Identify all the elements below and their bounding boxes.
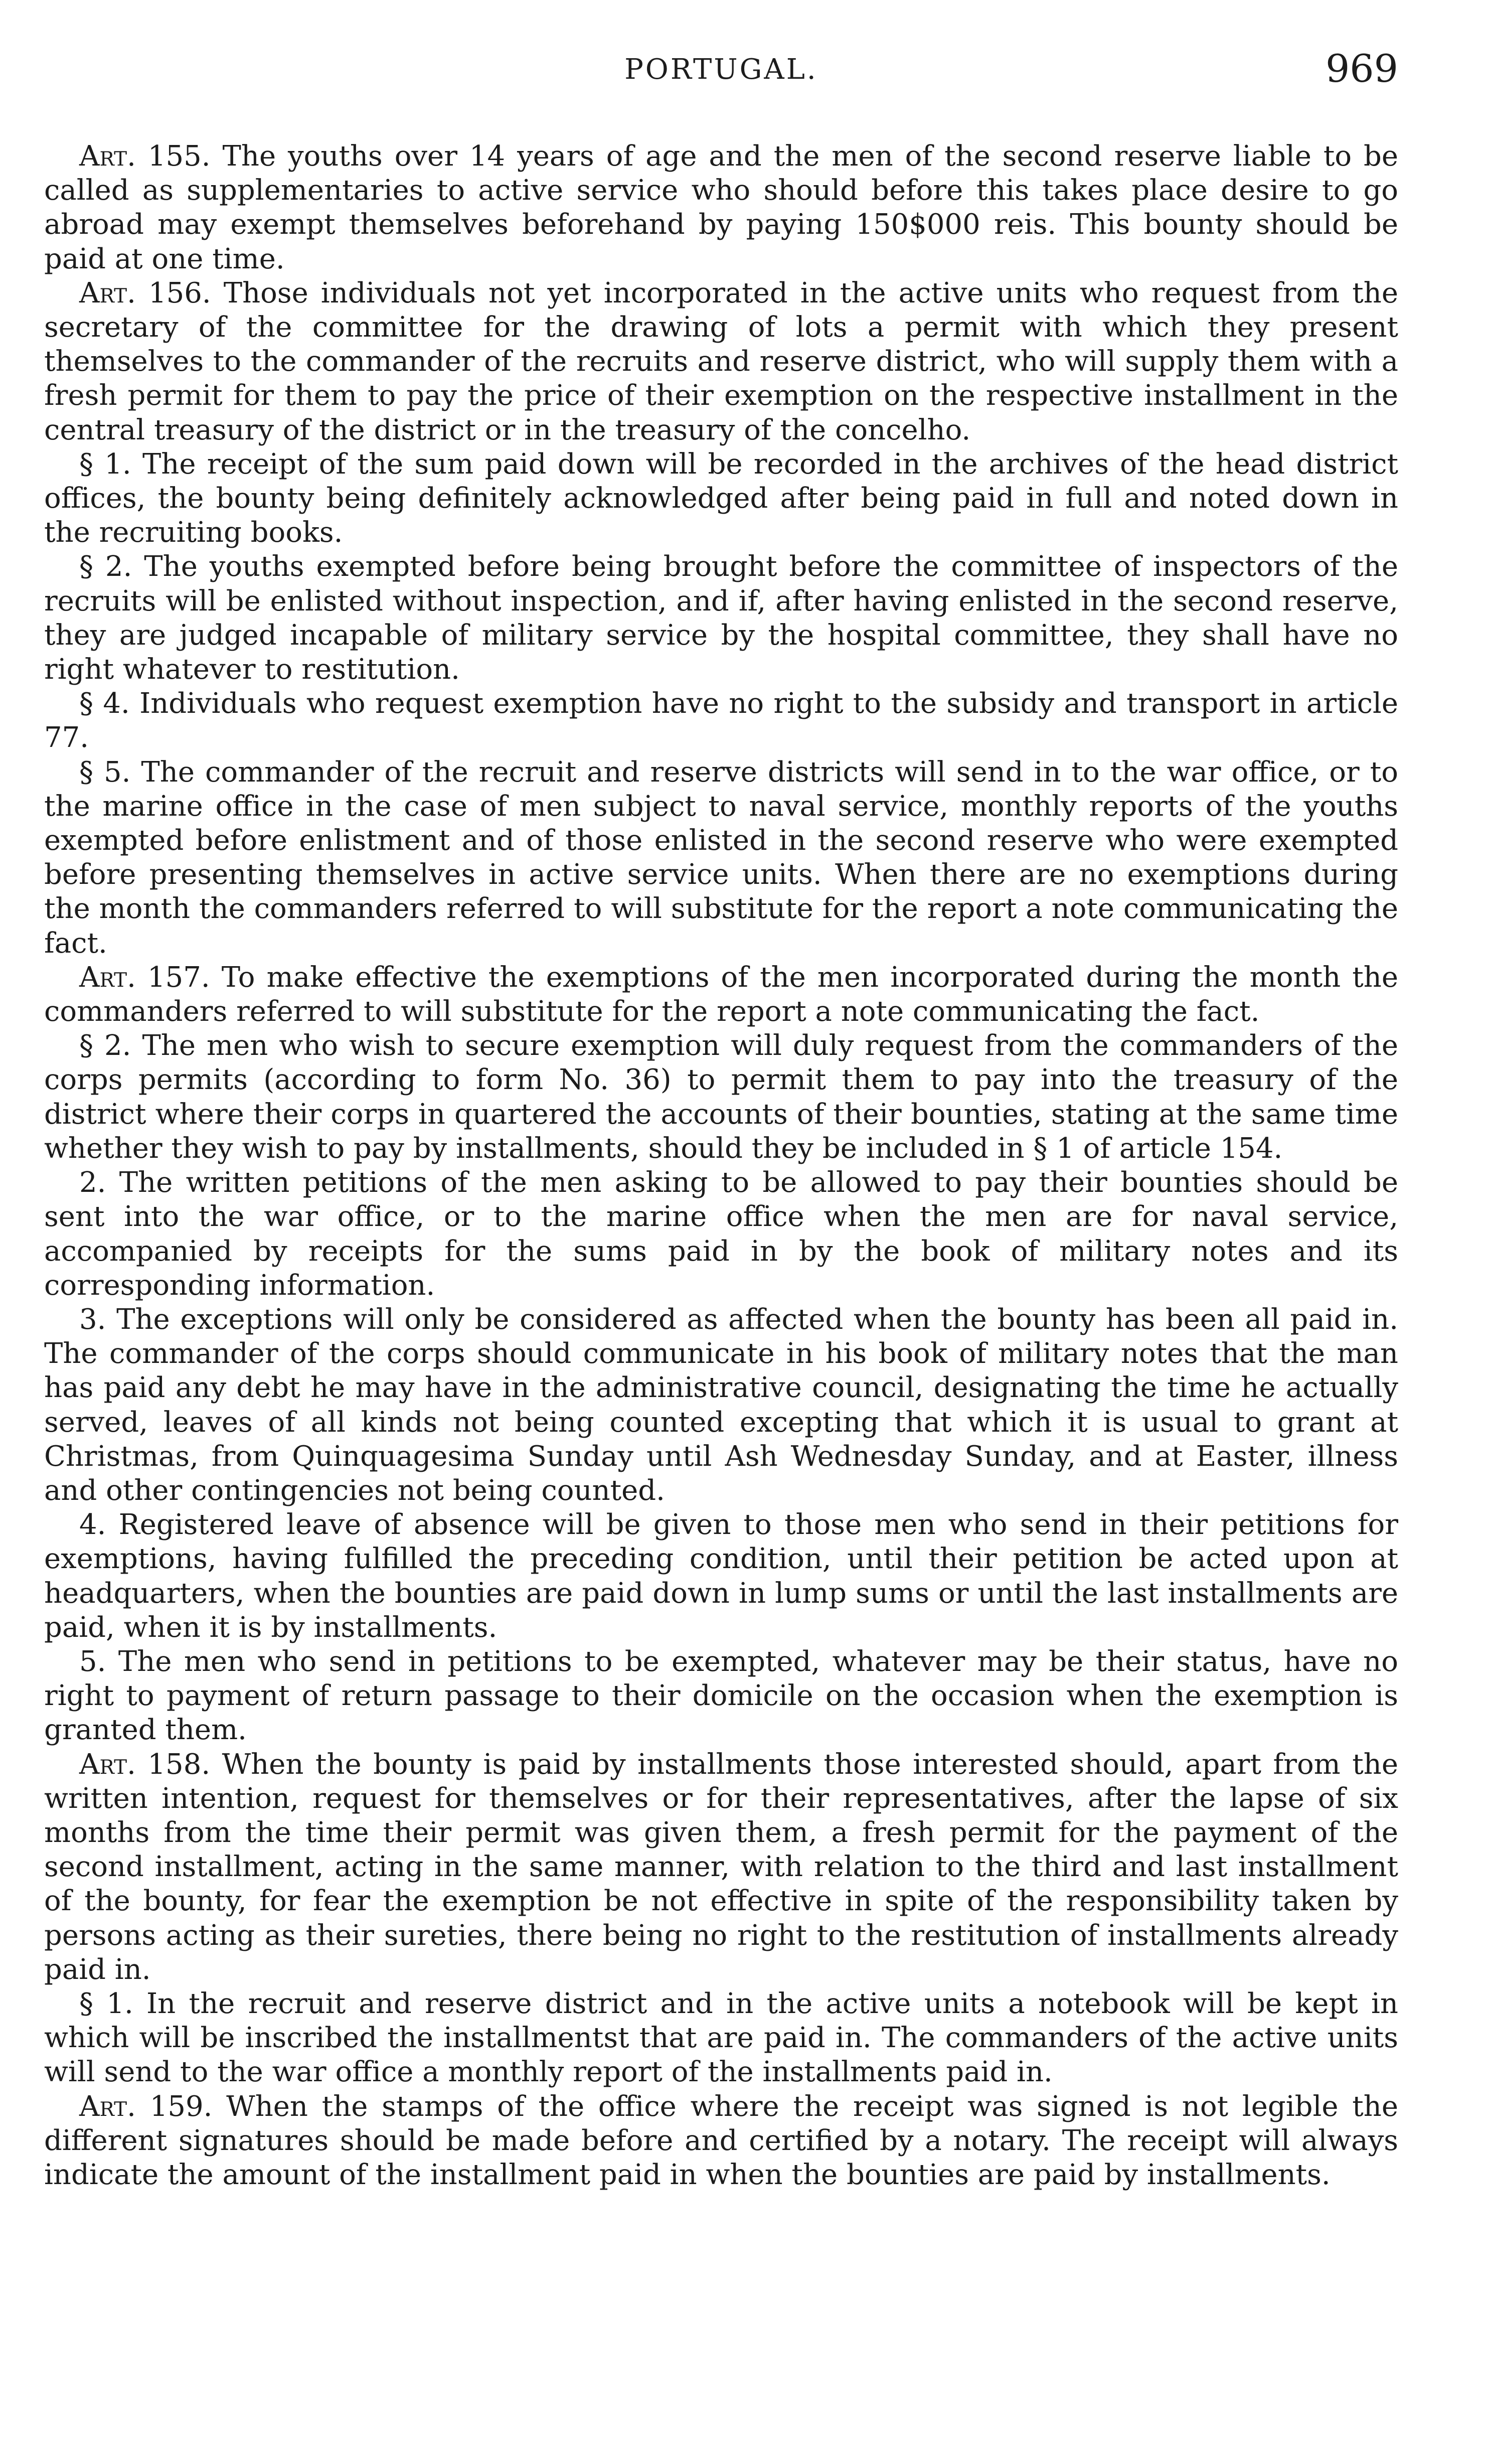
paragraph-text: 4. Registered leave of absence will be given to those men who send in their petitions for exemptions, having fulfilled the preceding condition, until their petition be acted upon at headquarters, when the bounties are paid down in lump sums or until the last installments are paid, when it is by installments. — [44, 1508, 1398, 1644]
paragraph-art-159 — [44, 2090, 1398, 2193]
paragraph-section-5 — [44, 755, 1398, 961]
article-label: Art. — [79, 1748, 136, 1781]
paragraph-item-2 — [44, 1166, 1398, 1303]
paragraph-text: 159. When the stamps of the office where the receipt was signed is not legible the different signatures should be made before and certified by a notary. The receipt will always indicate the amount of the installment paid in when the bounties are paid by installments. — [44, 2090, 1398, 2191]
paragraph-text: 3. The exceptions will only be considered as affected when the bounty has been all paid in. The commander of the corps should communicate in his book of military notes that the man has paid any debt he may have in the administrative council, designating the time he actually served, leaves of all kinds not being counted excepting that which it is usual to grant at Christmas, from Quinquagesima Sunday until Ash Wednesday Sunday, and at Easter, illness and other contingencies not being counted. — [44, 1303, 1398, 1507]
article-label: Art. — [79, 2090, 136, 2123]
paragraph-text: § 1. In the recruit and reserve district and in the active units a notebook will be kept in which will be inscribed the installmentst that are paid in. The commanders of the active units will send to the war office a monthly report of the installments paid in. — [44, 1987, 1398, 2089]
article-label: Art. — [79, 140, 136, 173]
paragraph-text: § 2. The youths exempted before being brought before the committee of inspectors of the recruits will be enlisted without inspection, and if, after having enlisted in the second reserve, they are judged incapable of military service by the hospital committee, they shall have no right whatever to restitution. — [44, 550, 1398, 686]
paragraph-text: 158. When the bounty is paid by installments those interested should, apart from the written intention, request for themselves or for their representatives, after the lapse of six months from the time their permit was given them, a fresh permit for the payment of the second installment, acting in the same manner, with relation to the third and last installment of the bounty, for fear the exemption be not effective in spite of the responsibility taken by persons acting as their sureties, there being no right to the restitution of installments already paid in. — [44, 1748, 1398, 1986]
paragraph-art-155 — [44, 139, 1398, 276]
paragraph-section-1 — [44, 447, 1398, 550]
paragraph-section-2 — [44, 550, 1398, 687]
paragraph-text: § 4. Individuals who request exemption have no right to the subsidy and transport in article 77. — [44, 687, 1398, 754]
paragraph-text: 2. The written petitions of the men asking to be allowed to pay their bounties should be sent into the war office, or to the marine office when the men are for naval service, accompanied by receipts for the sums paid in by the book of military notes and its corresponding information. — [44, 1166, 1398, 1302]
paragraph-art-157 — [44, 961, 1398, 1029]
article-label: Art. — [79, 961, 136, 994]
body-text — [44, 139, 1398, 2192]
paragraph-text: 5. The men who send in petitions to be exempted, whatever may be their status, have no right to payment of return passage to their domicile on the occasion when the exemption is granted them. — [44, 1645, 1398, 1747]
paragraph-text: § 5. The commander of the recruit and reserve districts will send in to the war office, or to the marine office in the case of men subject to naval service, monthly reports of the youths exempted before enlistment and of those enlisted in the second reserve who were exempted before presenting themselves in active service units. When there are no exemptions during the month the commanders referred to will substitute for the report a note communicating the fact. — [44, 755, 1398, 960]
paragraph-item-4 — [44, 1508, 1398, 1645]
paragraph-text: 155. The youths over 14 years of age and the men of the second reserve liable to be called as supplementaries to active service who should before this takes place desire to go abroad may exempt themselves beforehand by paying 150$000 reis. This bounty should be paid at one time. — [44, 140, 1398, 275]
paragraph-text: 157. To make effective the exemptions of the men incorporated during the month the commanders referred to will substitute for the report a note communicating the fact. — [44, 961, 1398, 1028]
paragraph-art-156 — [44, 276, 1398, 447]
paragraph-text: § 1. The receipt of the sum paid down will be recorded in the archives of the head district offices, the bounty being definitely acknowledged after being paid in full and noted down in the recruiting books. — [44, 447, 1398, 549]
paragraph-item-5 — [44, 1645, 1398, 1748]
article-label: Art. — [79, 276, 136, 310]
page-header — [44, 46, 1398, 96]
paragraph-section-1b — [44, 1987, 1398, 2090]
running-title: PORTUGAL. — [624, 53, 818, 86]
paragraph-art-158 — [44, 1748, 1398, 1987]
paragraph-item-3 — [44, 1303, 1398, 1508]
paragraph-section-2b — [44, 1029, 1398, 1166]
paragraph-text: 156. Those individuals not yet incorporated in the active units who request from the secretary of the committee for the drawing of lots a permit with which they present themselves to the commander of the recruits and reserve district, who will supply them with a fresh permit for them to pay the price of their exemption on the respective installment in the central treasury of the district or in the treasury of the concelho. — [44, 276, 1398, 446]
paragraph-section-4 — [44, 687, 1398, 755]
paragraph-text: § 2. The men who wish to secure exemption will duly request from the commanders of the corps permits (according to form No. 36) to permit them to pay into the treasury of the district where their corps in quartered the accounts of their bounties, stating at the same time whether they wish to pay by installments, should they be included in § 1 of article 154. — [44, 1029, 1398, 1165]
page-number: 969 — [1325, 46, 1398, 91]
